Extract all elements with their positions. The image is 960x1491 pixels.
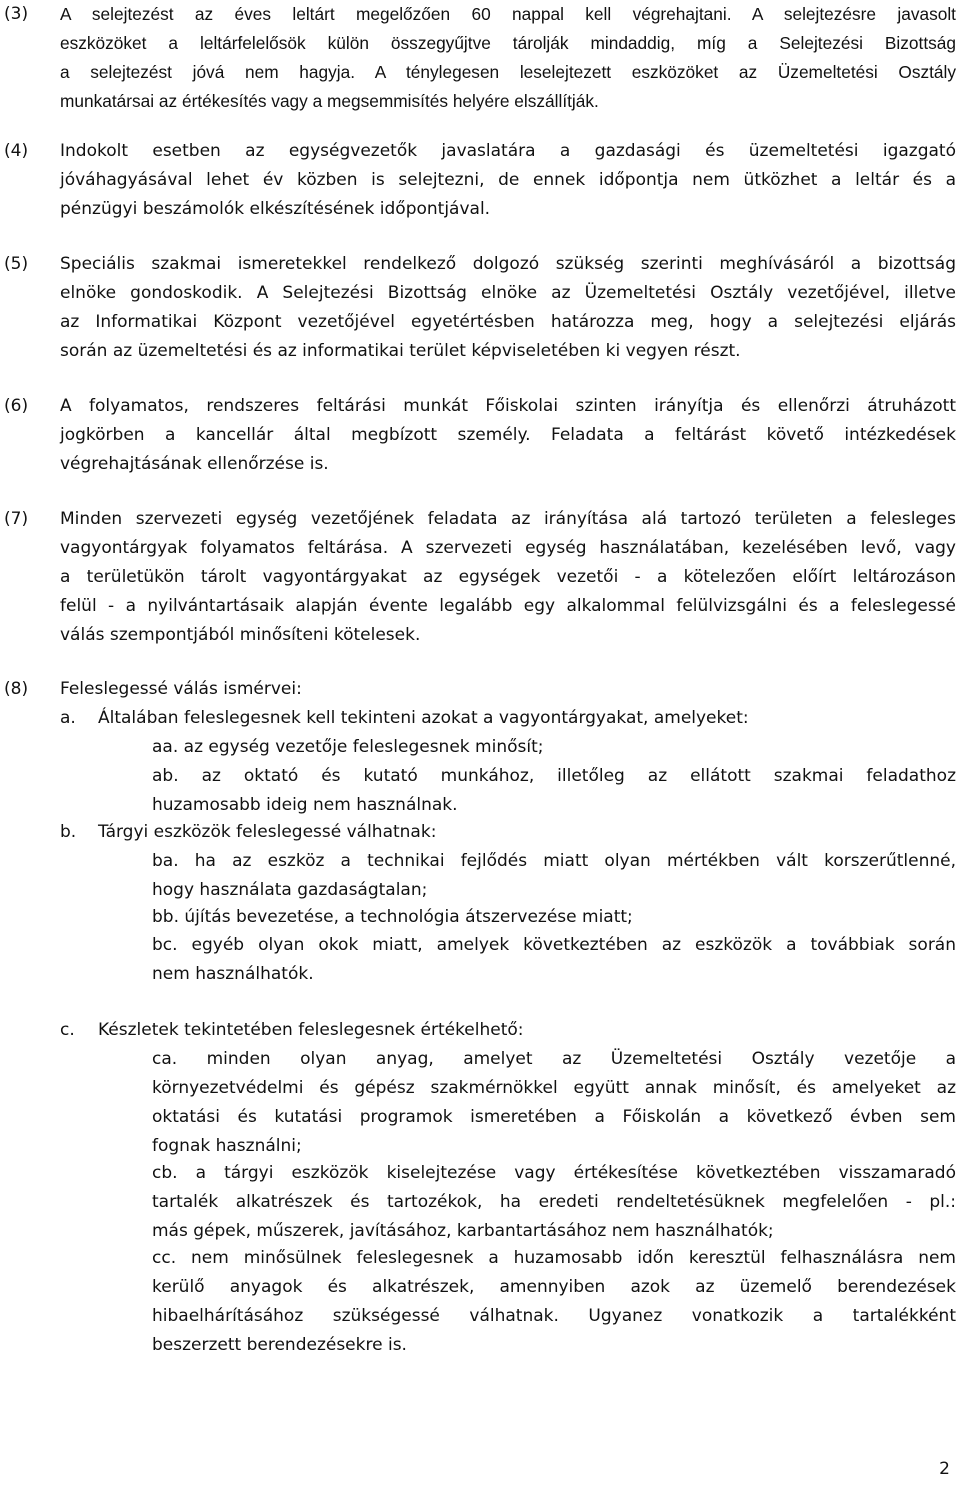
list-label: a. (60, 708, 76, 728)
list-label: ca. (152, 1049, 178, 1069)
criteria-cb (152, 1159, 956, 1246)
list-item (152, 931, 956, 960)
text-line: vagyontárgyak folyamatos feltárása. A szervezeti egység használatában, kezelésében levő, vagy (60, 538, 956, 558)
paragraph-text (60, 505, 956, 650)
list-text-cont: környezetvédelmi és gépész szakmérnökkel együtt annak minősít, és amelyeket az (152, 1078, 956, 1098)
list-item (152, 1244, 956, 1273)
list-item (152, 762, 956, 791)
list-text: egyéb olyan okok miatt, amelyek következtében az eszközök a továbbiak során (191, 935, 956, 955)
list-text-cont: hogy használata gazdaságtalan; (152, 880, 428, 900)
list-text-cont: fognak használni; (152, 1136, 302, 1156)
list-text: ha az eszköz a technikai fejlődés miatt olyan mértékben vált korszerűtlenné, (194, 851, 956, 871)
list-text-cont: nem használhatók. (152, 964, 314, 984)
list-label: ba. (152, 851, 179, 871)
text-line: az Informatikai Központ vezetőjével egyetértésben határozza meg, hogy a selejtezési eljárás (60, 312, 956, 332)
list-item (152, 847, 956, 876)
text-line: pénzügyi beszámolók elkészítésének időpontjával. (60, 199, 491, 219)
criteria-ca (152, 1045, 956, 1161)
list-text: Általában feleslegesnek kell tekinteni azokat a vagyontárgyakat, amelyeket: (98, 708, 749, 728)
paragraph-number: (6) (4, 396, 29, 416)
list-text: az egység vezetője feleslegesnek minősít; (183, 737, 544, 757)
list-label: cb. (152, 1163, 178, 1183)
criteria-bb (152, 903, 956, 932)
text-line: Speciális szakmai ismeretekkel rendelkező dolgozó szükség szerinti meghívásáról a bizottság (60, 254, 956, 274)
paragraph-text (60, 392, 956, 479)
text-line: A folyamatos, rendszeres feltárási munkát Főiskolai szinten irányítja és ellenőrzi átruházott (60, 396, 956, 416)
list-text: Tárgyi eszközök feleslegessé válhatnak: (98, 822, 437, 842)
list-label: bc. (152, 935, 178, 955)
list-label: ab. (152, 766, 179, 786)
list-label: aa. (152, 737, 179, 757)
list-text-cont: kerülő anyagok és alkatrészek, amennyiben azok az üzemelő berendezések (152, 1277, 956, 1297)
list-label: bb. (152, 907, 179, 927)
text-line: során az üzemeltetési és az informatikai terület képviseletében ki vegyen részt. (60, 341, 741, 361)
paragraph-number: (5) (4, 254, 29, 274)
criteria-ba (152, 847, 956, 905)
list-item (152, 733, 543, 762)
text-line: munkatársai az értékesítés vagy a megsemmisítés helyére elszállítják. (60, 91, 599, 111)
text-line: Indokolt esetben az egységvezetők javaslatára a gazdasági és üzemeltetési igazgató (60, 141, 956, 161)
list-text-cont: beszerzett berendezésekre is. (152, 1335, 407, 1355)
list-text-cont: tartalék alkatrészek és tartozékok, ha eredeti rendeltetésüknek megfelelően - pl.: (152, 1192, 956, 1212)
text-line: jogkörben a kancellár által megbízott személy. Feladata a feltárást követő intézkedések (60, 425, 956, 445)
list-label: c. (60, 1020, 75, 1040)
text-line: válás szempontjából minősíteni kötelesek. (60, 625, 421, 645)
list-text-cont: hibaelhárításához szükségessé válhatnak. Ugyanez vonatkozik a tartalékként (152, 1306, 956, 1326)
page-number: 2 (939, 1459, 950, 1479)
paragraph-text (60, 0, 956, 116)
list-item (152, 903, 956, 932)
list-label: b. (60, 822, 77, 842)
list-item (152, 1159, 956, 1188)
text-line: Feleslegessé válás ismérvei: (60, 679, 302, 699)
text-line: végrehajtásának ellenőrzése is. (60, 454, 329, 474)
text-line: a selejtezést jóvá nem hagyja. A ténylegesen leselejtezett eszközöket az Üzemeltetési Osztály (60, 62, 956, 82)
paragraph-text (60, 137, 956, 224)
list-text: minden olyan anyag, amelyet az Üzemeltetési Osztály vezetője a (206, 1049, 957, 1069)
text-line: Minden szervezeti egység vezetőjének feladata az irányítása alá tartozó területen a felesleges (60, 509, 956, 529)
list-text-cont: oktatási és kutatási programok ismeretében a Főiskolán a következő évben sem (152, 1107, 956, 1127)
text-line: eszközöket a leltárfelelősök külön összegyűjtve tárolják mindaddig, míg a Selejtezési Bizottság (60, 33, 956, 53)
criteria-cc (152, 1244, 956, 1360)
list-text: az oktató és kutató munkához, illetőleg az ellátott szakmai feladathoz (201, 766, 956, 786)
criteria-bc (152, 931, 956, 989)
list-item (152, 1045, 956, 1074)
list-text-cont: huzamosabb ideig nem használnak. (152, 795, 458, 815)
list-label: cc. (152, 1248, 177, 1268)
criteria-ab (152, 762, 956, 820)
text-line: a területükön tárolt vagyontárgyakat az egységek vezetői - a kötelezően előírt leltározáson (60, 567, 956, 587)
list-text-cont: más gépek, műszerek, javításához, karbantartásához nem használhatók; (152, 1221, 774, 1241)
text-line: elnöke gondoskodik. A Selejtezési Bizottság elnöke az Üzemeltetési Osztály vezetőjével, illetve (60, 283, 956, 303)
text-line: jóváhagyásával lehet év közben is selejtezni, de ennek időpontja nem ütközhet a leltár és a (60, 170, 956, 190)
paragraph-text (60, 250, 956, 366)
list-text: nem minősülnek feleslegesnek a huzamosabb időn keresztül felhasználásra nem (191, 1248, 956, 1268)
text-line: felül - a nyilvántartásaik alapján évente legalább egy alkalommal felülvizsgálni és a feleslegessé (60, 596, 956, 616)
list-text: újítás bevezetése, a technológia átszervezése miatt; (184, 907, 633, 927)
list-text: Készletek tekintetében feleslegesnek értékelhető: (98, 1020, 524, 1040)
paragraph-number: (3) (4, 4, 29, 24)
paragraph-number: (7) (4, 509, 29, 529)
text-line: A selejtezést az éves leltárt megelőzően 60 nappal kell végrehajtani. A selejtezésre javasolt (60, 4, 956, 24)
list-text: a tárgyi eszközök kiselejtezése vagy értékesítése következtében visszamaradó (195, 1163, 957, 1183)
paragraph-number: (4) (4, 141, 29, 161)
paragraph-number: (8) (4, 679, 29, 699)
paragraph-heading (60, 675, 956, 704)
